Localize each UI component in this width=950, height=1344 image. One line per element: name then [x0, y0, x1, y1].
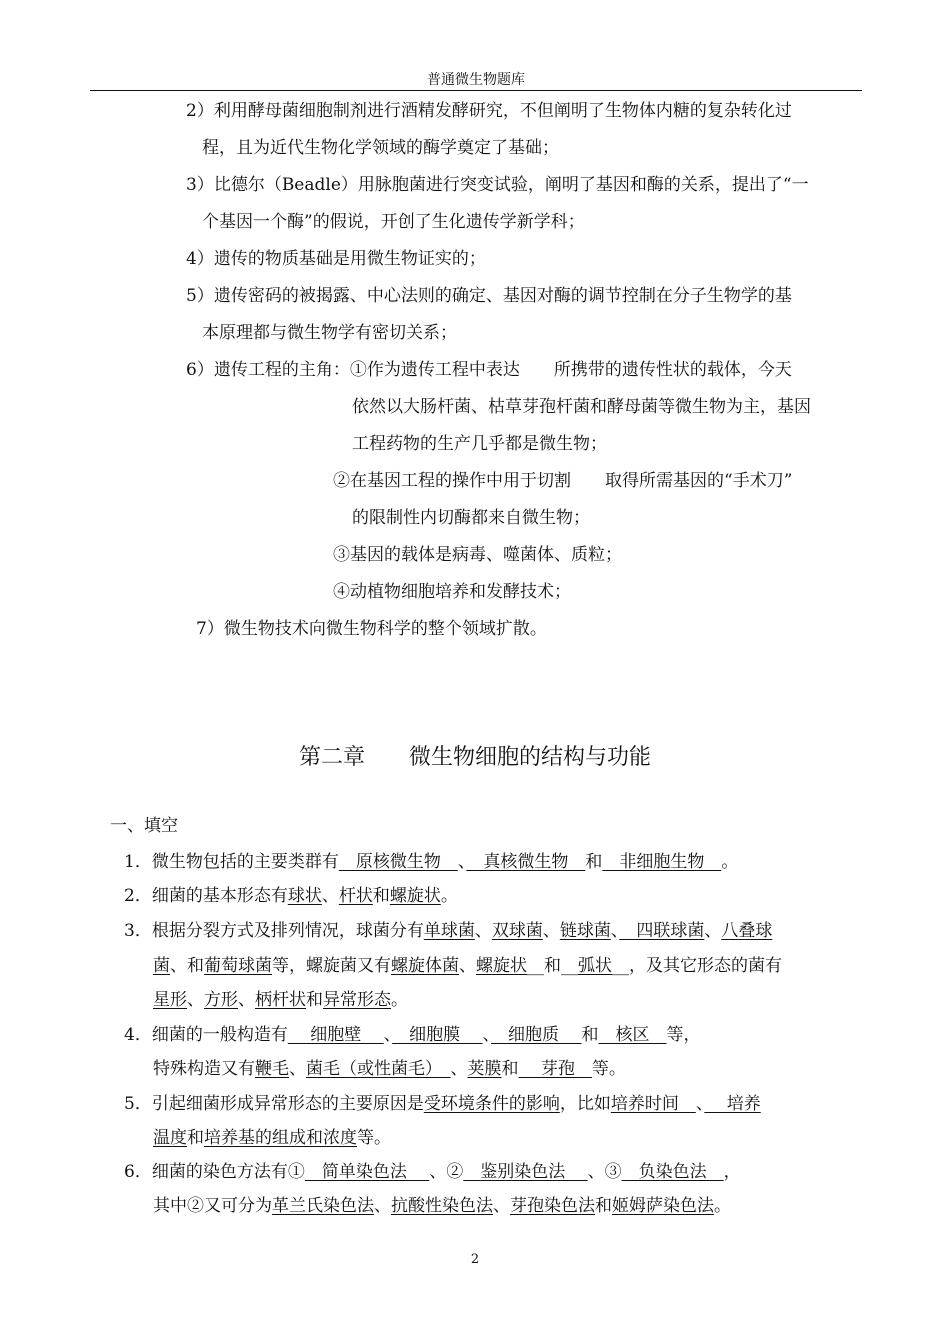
- intro-line: 依然以大肠杆菌、枯草芽孢杆菌和酵母菌等微生物为主，基因: [352, 397, 811, 417]
- answer: 芽孢染色法: [510, 1196, 595, 1216]
- question-text: 、: [459, 956, 476, 976]
- question-text: __，及其它形态的菌有: [612, 956, 782, 976]
- question-text: ，比如: [559, 1094, 611, 1114]
- question-text: 、: [383, 1025, 393, 1045]
- question-text: 等，螺旋菌又有: [272, 956, 391, 976]
- question-text: 、: [695, 1094, 705, 1114]
- question-text: 、: [374, 1196, 391, 1216]
- question-text: 和: [595, 1196, 612, 1216]
- question-text: 等。: [591, 1059, 626, 1079]
- answer: 培养: [704, 1094, 761, 1114]
- answer: 葡萄球菌: [204, 956, 272, 976]
- answer: 鉴别染色法: [463, 1162, 588, 1182]
- question-text: 特殊构造又有: [153, 1059, 255, 1079]
- answer: 细胞壁: [287, 1025, 384, 1045]
- question-text: __和__: [527, 956, 578, 976]
- question-5: [124, 1093, 761, 1115]
- intro-line: 3）比德尔（Beadle）用脉胞菌进行突变试验，阐明了基因和酶的关系，提出了“一: [186, 175, 809, 195]
- question-number: 1．: [124, 852, 152, 872]
- question-text: 。: [714, 1196, 731, 1216]
- question-text: 和: [187, 1128, 204, 1148]
- question-text: 和: [581, 1025, 599, 1045]
- answer: 鞭毛: [255, 1059, 289, 1079]
- question-number: 3．: [124, 921, 152, 941]
- answer: 菌毛（或性菌毛）: [306, 1059, 451, 1079]
- question-text: 其中②又可分为: [153, 1196, 272, 1216]
- question-text: 、: [610, 921, 620, 941]
- intro-line: 程，且为近代生物化学领域的酶学奠定了基础；: [202, 138, 559, 158]
- answer: 螺旋状: [389, 886, 441, 906]
- question-text: 、: [321, 886, 339, 906]
- question-number: 2．: [124, 886, 152, 906]
- question-text: 、: [238, 990, 255, 1010]
- intro-line: 5）遗传密码的被揭露、中心法则的确定、基因对酶的调节控制在分子生物学的基: [186, 286, 792, 306]
- question-text: 、: [704, 921, 722, 941]
- question-text: 、: [482, 1025, 492, 1045]
- running-header: 普通微生物题库: [427, 72, 525, 88]
- answer: 柄杆状: [255, 990, 306, 1010]
- question-text: 、: [493, 1196, 510, 1216]
- question-text: 、: [289, 1059, 306, 1079]
- answer: 方形: [204, 990, 238, 1010]
- answer: 原核微生物: [338, 852, 458, 872]
- answer: 受环境条件的影响: [423, 1094, 560, 1114]
- answer: 螺旋状: [476, 956, 527, 976]
- question-text: 引起细菌形成异常形态的主要原因是: [151, 1094, 424, 1114]
- answer: 芽孢: [518, 1059, 592, 1079]
- question-text: 和: [585, 852, 603, 872]
- intro-line: ④动植物细胞培养和发酵技术；: [333, 582, 571, 602]
- question-text: 细菌的基本形态有: [151, 886, 288, 906]
- question-number: 4．: [124, 1025, 152, 1045]
- page-number: 2: [470, 1252, 480, 1267]
- answer: 真核微生物: [466, 852, 586, 872]
- answer: 简单染色法: [304, 1162, 430, 1182]
- answer: 负染色法: [621, 1162, 724, 1182]
- intro-line: ②在基因工程的操作中用于切割 取得所需基因的“手术刀”: [333, 471, 793, 491]
- intro-line: 本原理都与微生物学有密切关系；: [202, 323, 457, 343]
- question-text: 、: [457, 852, 467, 872]
- answer: 核区: [598, 1025, 667, 1045]
- question-text: 、: [542, 921, 560, 941]
- question-text: 。: [440, 886, 458, 906]
- question-text: 细菌的一般构造有: [151, 1025, 288, 1045]
- answer: 细胞膜: [392, 1025, 483, 1045]
- question-text: 和: [372, 886, 390, 906]
- question-3-cont: [153, 955, 782, 977]
- answer: 链球菌: [559, 921, 611, 941]
- answer: 培养时间: [610, 1094, 696, 1114]
- answer: 姬姆萨染色法: [612, 1196, 714, 1216]
- answer: 螺旋体菌: [391, 956, 459, 976]
- answer: 非细胞生物: [602, 852, 722, 872]
- question-text: 、③: [587, 1162, 622, 1182]
- intro-line: 个基因一个酶”的假说，开创了生化遗传学新学科；: [202, 212, 585, 232]
- question-text: 、和: [170, 956, 204, 976]
- question-text: 细菌的染色方法有①: [151, 1162, 305, 1182]
- intro-line: 工程药物的生产几乎都是微生物；: [352, 434, 607, 454]
- question-text: 、: [450, 1059, 468, 1079]
- question-5-cont: [153, 1127, 391, 1149]
- intro-line: 4）遗传的物质基础是用微生物证实的；: [186, 249, 486, 269]
- answer: 八叠球: [721, 921, 773, 941]
- answer: 弧状: [578, 956, 612, 976]
- answer: 四联球菌: [619, 921, 705, 941]
- question-text: 根据分裂方式及排列情况，球菌分有: [151, 921, 424, 941]
- answer: 杆状: [338, 886, 373, 906]
- answer: 单球菌: [423, 921, 475, 941]
- question-text: ，: [723, 1162, 741, 1182]
- question-4: [124, 1024, 700, 1046]
- question-text: 、②: [429, 1162, 464, 1182]
- question-text: 。: [721, 852, 739, 872]
- answer: 革兰氏染色法: [272, 1196, 374, 1216]
- intro-line: 2）利用酵母菌细胞制剂进行酒精发酵研究，不但阐明了生物体内糖的复杂转化过: [186, 101, 792, 121]
- intro-line: 的限制性内切酶都来自微生物；: [352, 508, 590, 528]
- answer: 温度: [153, 1128, 187, 1148]
- answer: 抗酸性染色法: [391, 1196, 493, 1216]
- question-2: [124, 885, 458, 907]
- question-text: 等。: [357, 1128, 391, 1148]
- question-number: 6．: [124, 1162, 152, 1182]
- question-6-cont: [153, 1195, 731, 1217]
- answer: 双球菌: [491, 921, 543, 941]
- intro-line: ③基因的载体是病毒、噬菌体、质粒；: [333, 545, 622, 565]
- answer: 球状: [287, 886, 322, 906]
- answer: 培养基的组成和浓度: [204, 1128, 357, 1148]
- answer: 菌: [153, 956, 170, 976]
- header-rule: [90, 90, 862, 91]
- question-text: 微生物包括的主要类群有: [151, 852, 339, 872]
- question-3-cont: [153, 989, 408, 1011]
- question-number: 5．: [124, 1094, 152, 1114]
- question-text: 、: [474, 921, 492, 941]
- question-text: 和: [501, 1059, 519, 1079]
- answer: 异常形态: [323, 990, 391, 1010]
- question-text: 、: [187, 990, 204, 1010]
- intro-line: 7）微生物技术向微生物科学的整个领域扩散。: [196, 619, 547, 639]
- question-1: [124, 851, 738, 873]
- section-title: 一、填空: [110, 816, 178, 836]
- question-3: [124, 920, 772, 942]
- question-text: 和: [306, 990, 323, 1010]
- intro-line: 6）遗传工程的主角：①作为遗传工程中表达 所携带的遗传性状的载体，今天: [186, 360, 792, 380]
- question-6: [124, 1161, 741, 1183]
- answer: 细胞质: [491, 1025, 582, 1045]
- chapter-title: 第二章 微生物细胞的结构与功能: [298, 745, 651, 770]
- question-text: 。: [391, 990, 408, 1010]
- question-text: 等，: [666, 1025, 701, 1045]
- answer: 荚膜: [467, 1059, 502, 1079]
- question-4-cont: [153, 1058, 626, 1080]
- answer: 星形: [153, 990, 187, 1010]
